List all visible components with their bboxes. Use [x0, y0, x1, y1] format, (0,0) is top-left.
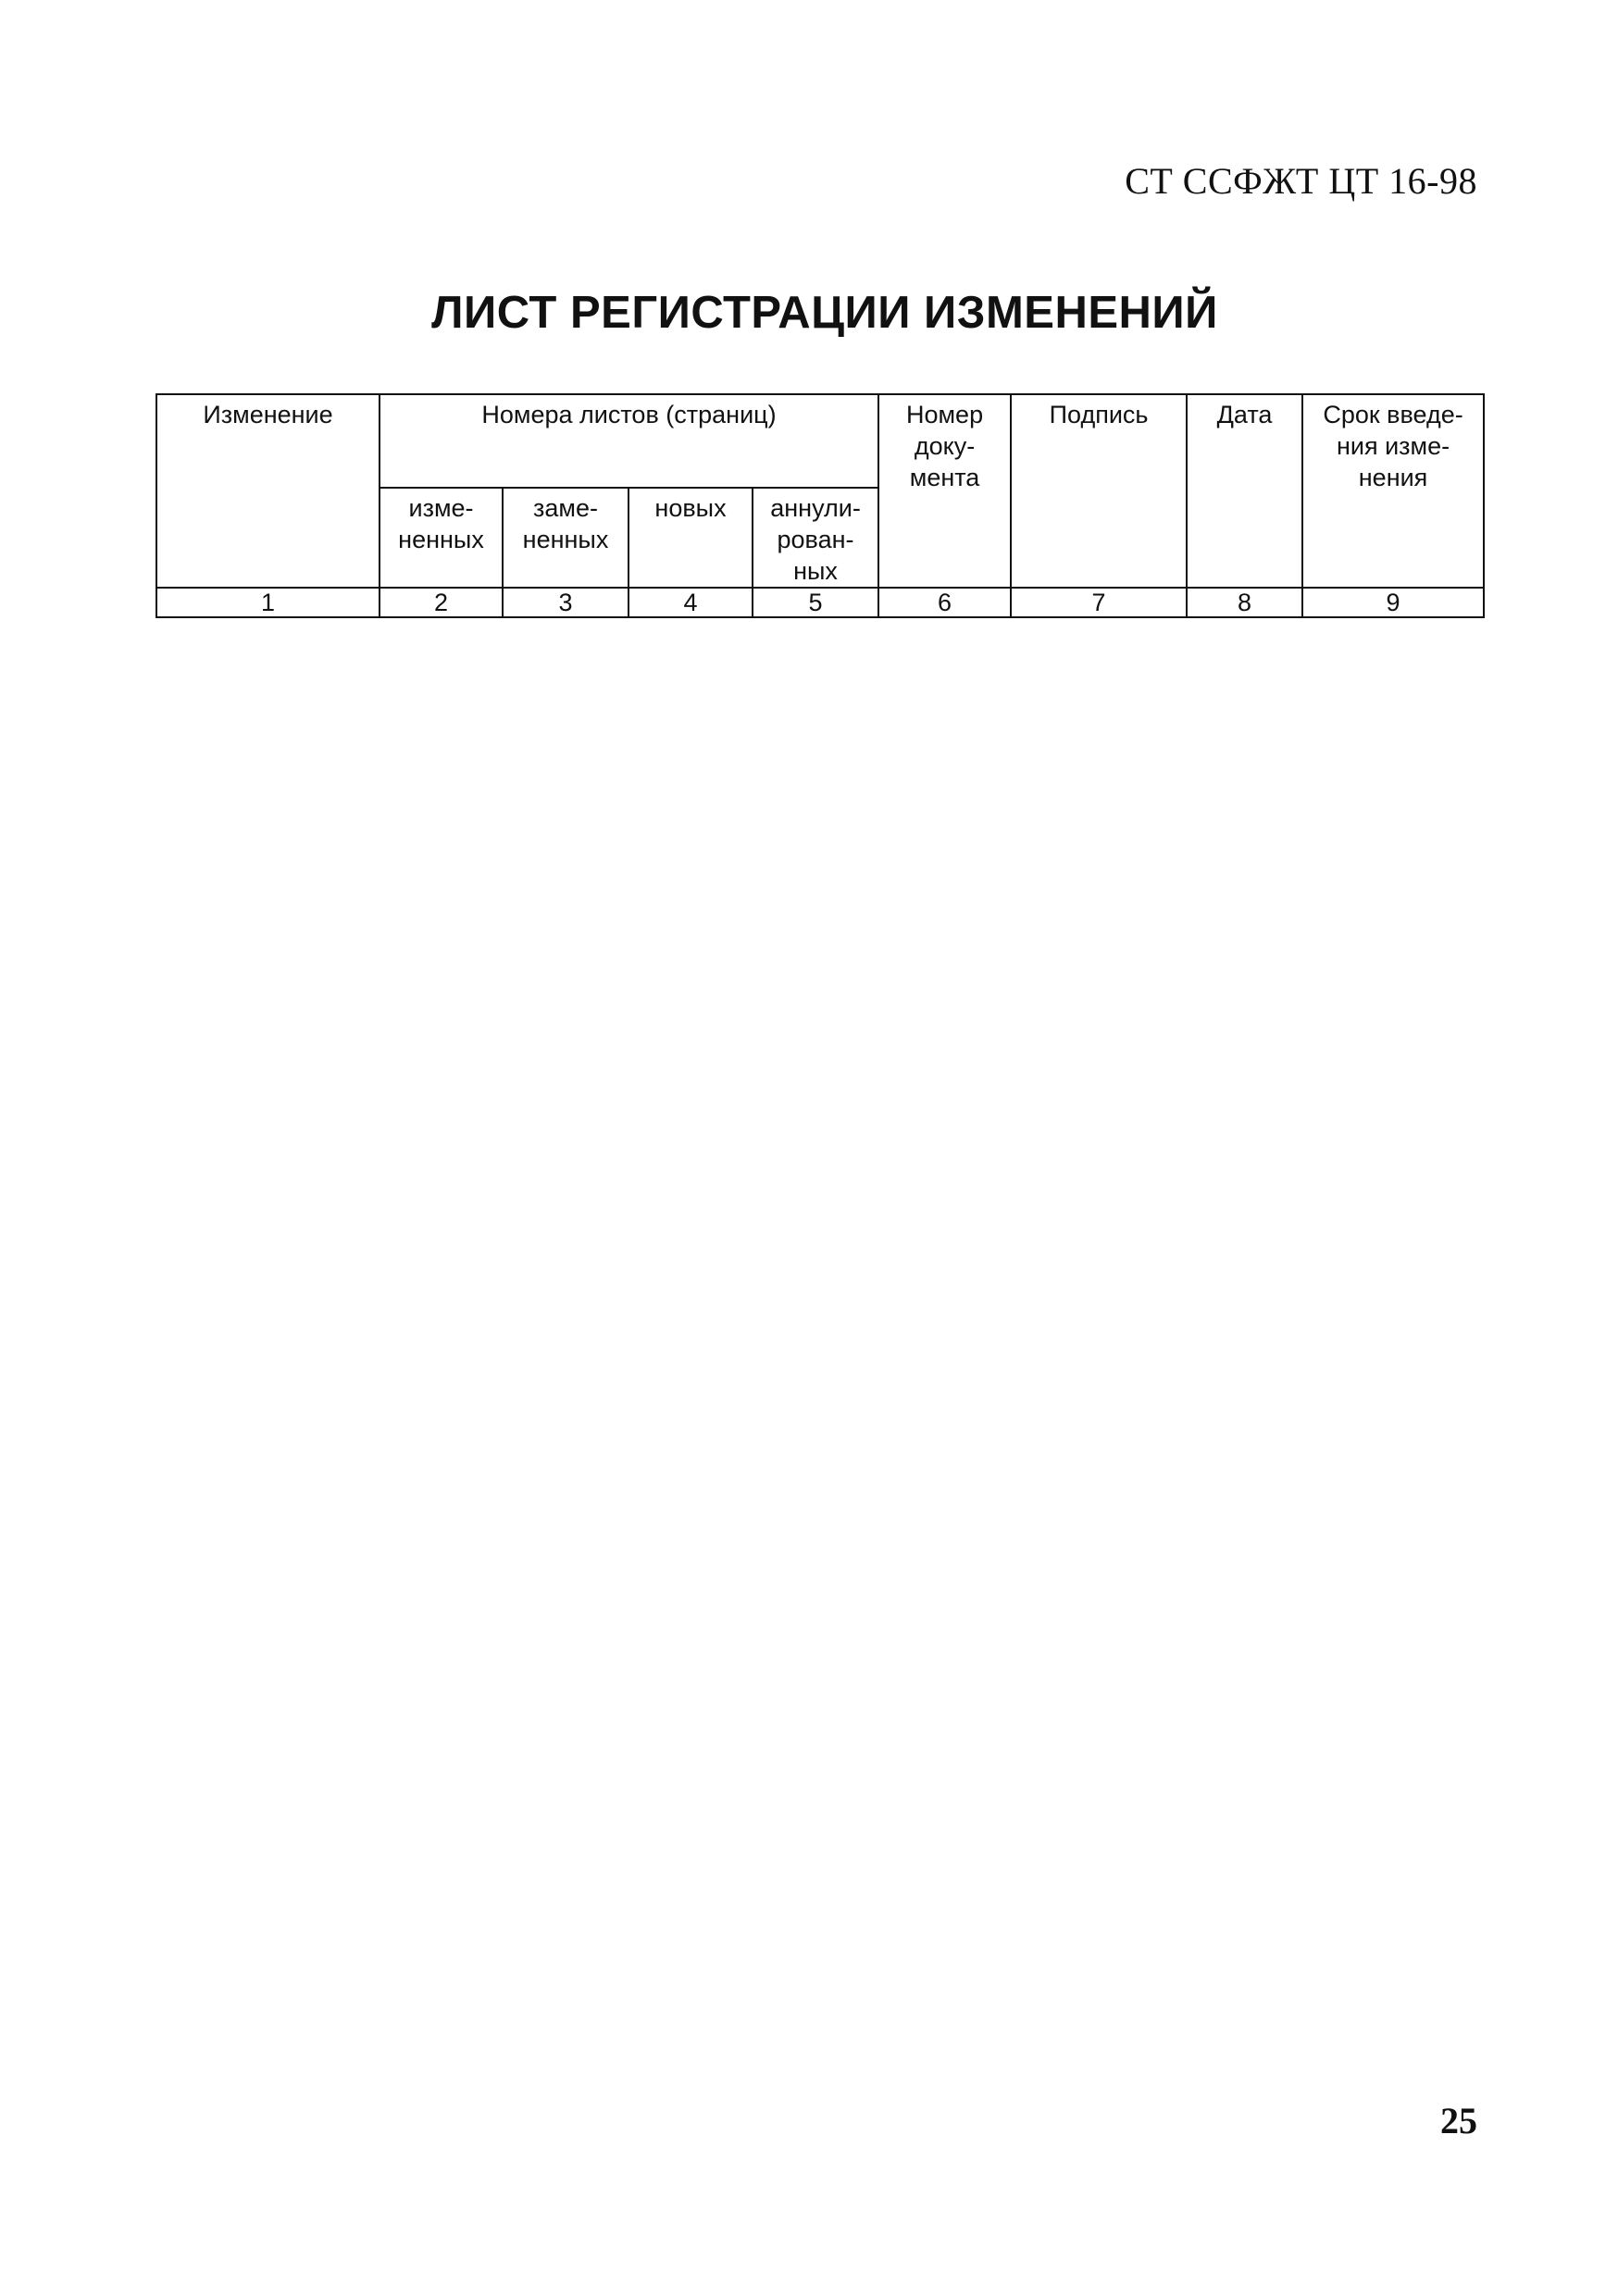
column-number: 2 — [380, 588, 503, 617]
col-header-change: Изменение — [156, 394, 380, 588]
column-number: 9 — [1302, 588, 1484, 617]
change-registration-table — [156, 393, 1485, 618]
column-number: 8 — [1187, 588, 1302, 617]
col-header-document-number: Номер доку- мента — [878, 394, 1011, 588]
column-number: 1 — [156, 588, 380, 617]
col-header-changed: изме- ненных — [380, 488, 503, 588]
column-number: 6 — [878, 588, 1011, 617]
document-code: СТ ССФЖТ ЦТ 16-98 — [1125, 160, 1477, 202]
column-number: 4 — [629, 588, 753, 617]
col-header-replaced: заме- ненных — [503, 488, 629, 588]
page-number: 25 — [1440, 2100, 1477, 2141]
col-header-annulled: аннули- рован- ных — [753, 488, 878, 588]
col-header-sheet-numbers: Номера листов (страниц) — [380, 394, 878, 488]
table-header-row — [156, 394, 1484, 488]
col-header-date: Дата — [1187, 394, 1302, 588]
col-header-signature: Подпись — [1011, 394, 1187, 588]
column-number: 7 — [1011, 588, 1187, 617]
col-header-implementation-period: Срок введе- ния изме- нения — [1302, 394, 1484, 588]
column-number: 5 — [753, 588, 878, 617]
col-header-new: новых — [629, 488, 753, 588]
column-number-row — [156, 588, 1484, 617]
page-title: ЛИСТ РЕГИСТРАЦИИ ИЗМЕНЕНИЙ — [431, 288, 1218, 338]
column-number: 3 — [503, 588, 629, 617]
